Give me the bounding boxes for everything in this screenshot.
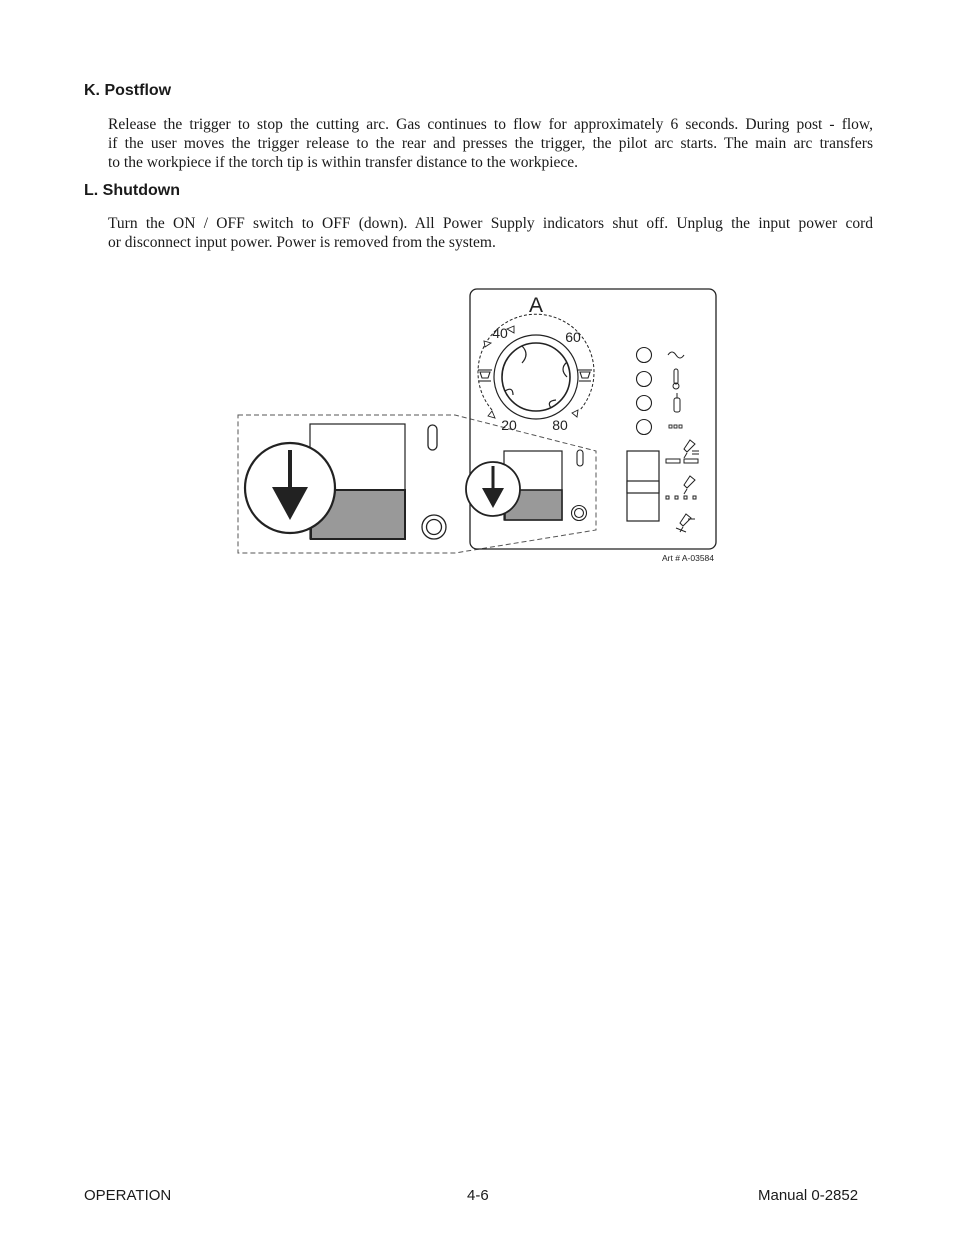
ac-indicator-lamp <box>637 348 652 363</box>
section-k-heading: K. Postflow <box>84 82 172 99</box>
scale-arrow-icon <box>484 341 491 347</box>
dial-label-20: 20 <box>501 417 517 433</box>
art-number: Art # A-03584 <box>662 553 714 563</box>
section-l-heading: L. Shutdown <box>84 182 180 199</box>
scale-arrow-icon <box>507 326 514 333</box>
dc-indicator-lamp <box>637 420 652 435</box>
enlarged-indicator-slot <box>428 425 437 450</box>
footer-manual-number: Manual 0-2852 <box>758 1187 859 1204</box>
current-dial[interactable] <box>494 335 578 419</box>
paragraph-line: to the workpiece if the torch tip is within transfer distance to the workpiece. <box>108 154 579 171</box>
panel-letter: A <box>528 294 544 317</box>
dial-label-60: 60 <box>565 329 581 345</box>
cut-mode-icon <box>666 440 699 463</box>
torch-test-icon <box>676 514 695 532</box>
dial-label-40: 40 <box>492 325 508 341</box>
ac-power-icon <box>668 352 684 358</box>
large-down-arrow-icon <box>245 443 335 533</box>
thermometer-icon <box>673 369 679 389</box>
front-panel-figure <box>0 0 954 600</box>
small-down-arrow-icon <box>466 462 520 516</box>
scale-arrow-icon <box>488 411 495 418</box>
dial-label-80: 80 <box>552 417 568 433</box>
mode-selector-switch[interactable] <box>627 451 659 521</box>
dc-fault-icon <box>669 425 682 428</box>
enlarged-power-lamp <box>422 515 446 539</box>
torch-tip-right-icon <box>578 370 592 381</box>
gas-indicator-lamp <box>637 396 652 411</box>
footer-section-name: OPERATION <box>84 1187 172 1204</box>
paragraph-line: Turn the ON / OFF switch to OFF (down). All Power Supply indicators shut off. Unplug the input power cord <box>108 215 873 232</box>
power-lamp <box>572 506 587 521</box>
scale-arrow-icon <box>572 410 578 417</box>
footer-page-number: 4-6 <box>467 1187 489 1204</box>
gas-cylinder-icon <box>674 393 680 412</box>
paragraph-line: Release the trigger to stop the cutting arc. Gas continues to flow for approximately 6 seconds. During post - flow, <box>108 116 873 133</box>
paragraph-line: or disconnect input power. Power is removed from the system. <box>108 234 496 251</box>
paragraph-line: if the user moves the trigger release to the rear and presses the trigger, the pilot arc starts. The main arc transfers <box>108 135 873 152</box>
gouge-mode-icon <box>666 476 696 499</box>
temp-indicator-lamp <box>637 372 652 387</box>
indicator-slot <box>577 450 583 466</box>
torch-tip-left-icon <box>478 370 492 381</box>
